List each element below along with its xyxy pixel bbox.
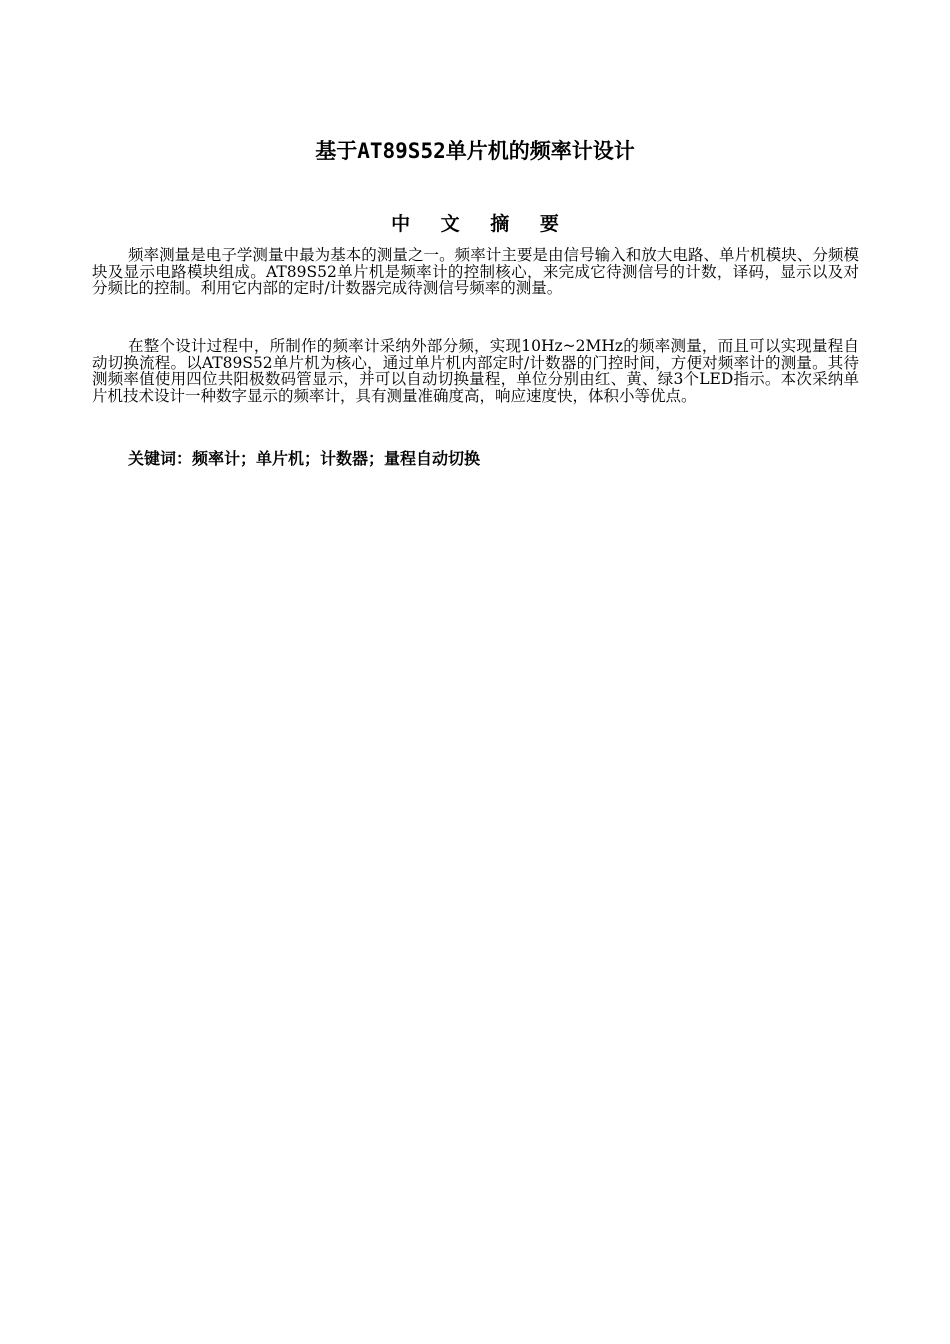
abstract-paragraph-1: 频率测量是电子学测量中最为基本的测量之一。频率计主要是由信号输入和放大电路、单片机模块、分频模块及显示电路模块组成。AT89S52单片机是频率计的控制核心，来完成它待测信号的计数，译码，显示以及对分频比的控制。利用它内部的定时/计数器完成待测信号频率的测量。	[92, 246, 859, 297]
document-title: 基于AT89S52单片机的频率计设计	[315, 139, 635, 163]
abstract-paragraph-2: 在整个设计过程中，所制作的频率计采纳外部分频，实现10Hz~2MHz的频率测量，而且可以实现量程自动切换流程。以AT89S52单片机为核心，通过单片机内部定时/计数器的门控时间，方便对频率计的测量。其待测频率值使用四位共阳极数码管显示，并可以自动切换量程，单位分别由红、黄、绿3个LED指示。本次采纳单片机技术设计一种数字显示的频率计，具有测量准确度高，响应速度快，体积小等优点。	[92, 337, 859, 405]
abstract-heading: 中 文 摘 要	[391, 213, 571, 235]
keywords-line: 关键词：频率计；单片机；计数器；量程自动切换	[128, 449, 481, 468]
